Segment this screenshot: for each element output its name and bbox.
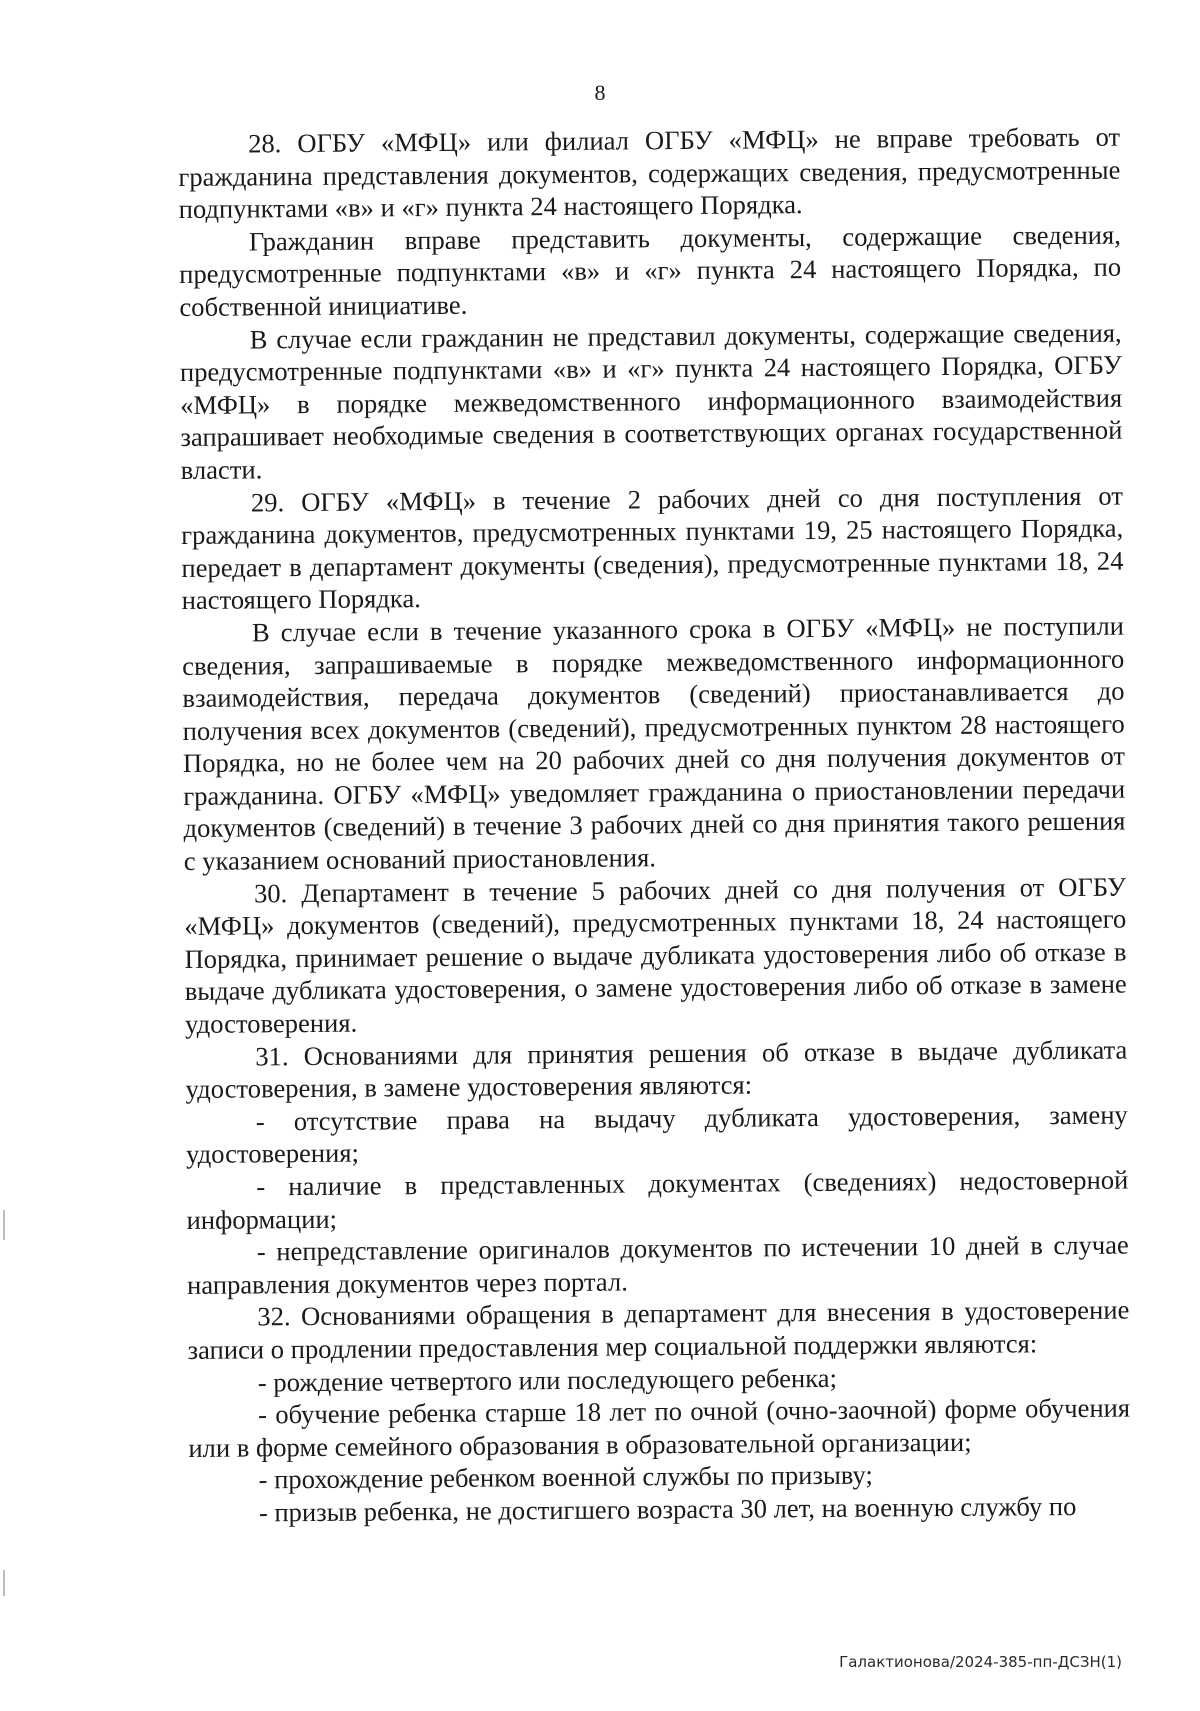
list-item-fourth-child: - рождение четвертого или последующего ребенка; <box>257 1362 838 1397</box>
list-item-no-right: - отсутствие права на выдачу дубликата удостоверения, замену удостоверения; <box>185 1099 1128 1170</box>
paragraph-31: 31. Основаниями для принятия решения об отказе в выдаче дубликата удостоверения, в замене удостоверения являются: <box>185 1034 1128 1105</box>
scan-artifact <box>3 1210 5 1240</box>
list-item-no-originals: - непредставление оригиналов документов по истечении 10 дней в случае направления документов через портал. <box>186 1229 1129 1300</box>
list-item-false-information: - наличие в представленных документах (сведениях) недостоверной информации; <box>186 1164 1129 1235</box>
paragraph-29: 29. ОГБУ «МФЦ» в течение 2 рабочих дней со дня поступления от гражданина документов, предусмотренных пунктами 19, 25 настоящего Порядка, передает в департамент документы (сведения), предусмотренные пунктами 18, 24 настоящего Порядка. <box>181 480 1124 616</box>
footer-document-reference: Галактионова/2024-385-пп-ДСЗН(1) <box>839 1653 1122 1671</box>
list-item-education: - обучение ребенка старше 18 лет по очной (очно-заочной) форме обучения или в форме семейного образования в образовательной организации; <box>188 1392 1131 1463</box>
paragraph-28-interagency-request: В случае если гражданин не представил документы, содержащие сведения, предусмотренные подпунктами «в» и «г» пункта 24 настоящего Порядка, ОГБУ «МФЦ» в порядке межведомственного информационного взаимодействия запрашивает необходимые сведения в соответствующих органах государственной власти. <box>179 317 1123 485</box>
page-number: 8 <box>594 80 606 105</box>
list-item-military-service: - прохождение ребенком военной службы по призыву; <box>258 1459 873 1495</box>
paragraph-28: 28. ОГБУ «МФЦ» или филиал ОГБУ «МФЦ» не вправе требовать от гражданина представления документов, содержащих сведения, предусмотренные подпунктами «в» и «г» пункта 24 настоящего Порядка. <box>178 121 1121 225</box>
document-body <box>178 121 1131 1530</box>
paragraph-32: 32. Основаниями обращения в департамент для внесения в удостоверение записи о продлении предоставления мер социальной поддержки являются: <box>187 1294 1130 1365</box>
paragraph-30: 30. Департамент в течение 5 рабочих дней со дня получения от ОГБУ «МФЦ» документов (сведений), предусмотренных пунктами 18, 24 настоящего Порядка, принимает решение о выдаче дубликата удостоверения либо об отказе в выдаче дубликата удостоверения, о замене удостоверения либо об отказе в замене удостоверения. <box>184 871 1127 1040</box>
paragraph-28-right-to-submit: Гражданин вправе представить документы, содержащие сведения, предусмотренные подпунктами «в» и «г» пункта 24 настоящего Порядка, по собственной инициативе. <box>179 219 1122 322</box>
scan-artifact <box>3 1570 5 1596</box>
paragraph-29-suspension: В случае если в течение указанного срока в ОГБУ «МФЦ» не поступили сведения, запрашиваемые в порядке межведомственного информационного взаимодействия, передача документов (сведений) приостанавливается до получения всех документов (сведений), предусмотренных пунктом 28 настоящего Порядка, но не более чем на 20 рабочих дней со дня получения документов от гражданина. ОГБУ «МФЦ» уведомляет гражданина о приостановлении передачи документов (сведений) в течение 3 рабочих дней со дня принятия такого решения с указанием оснований приостановления. <box>182 610 1126 877</box>
list-item-conscription: - призыв ребенка, не достигшего возраста 30 лет, на военную службу по <box>258 1490 1077 1528</box>
